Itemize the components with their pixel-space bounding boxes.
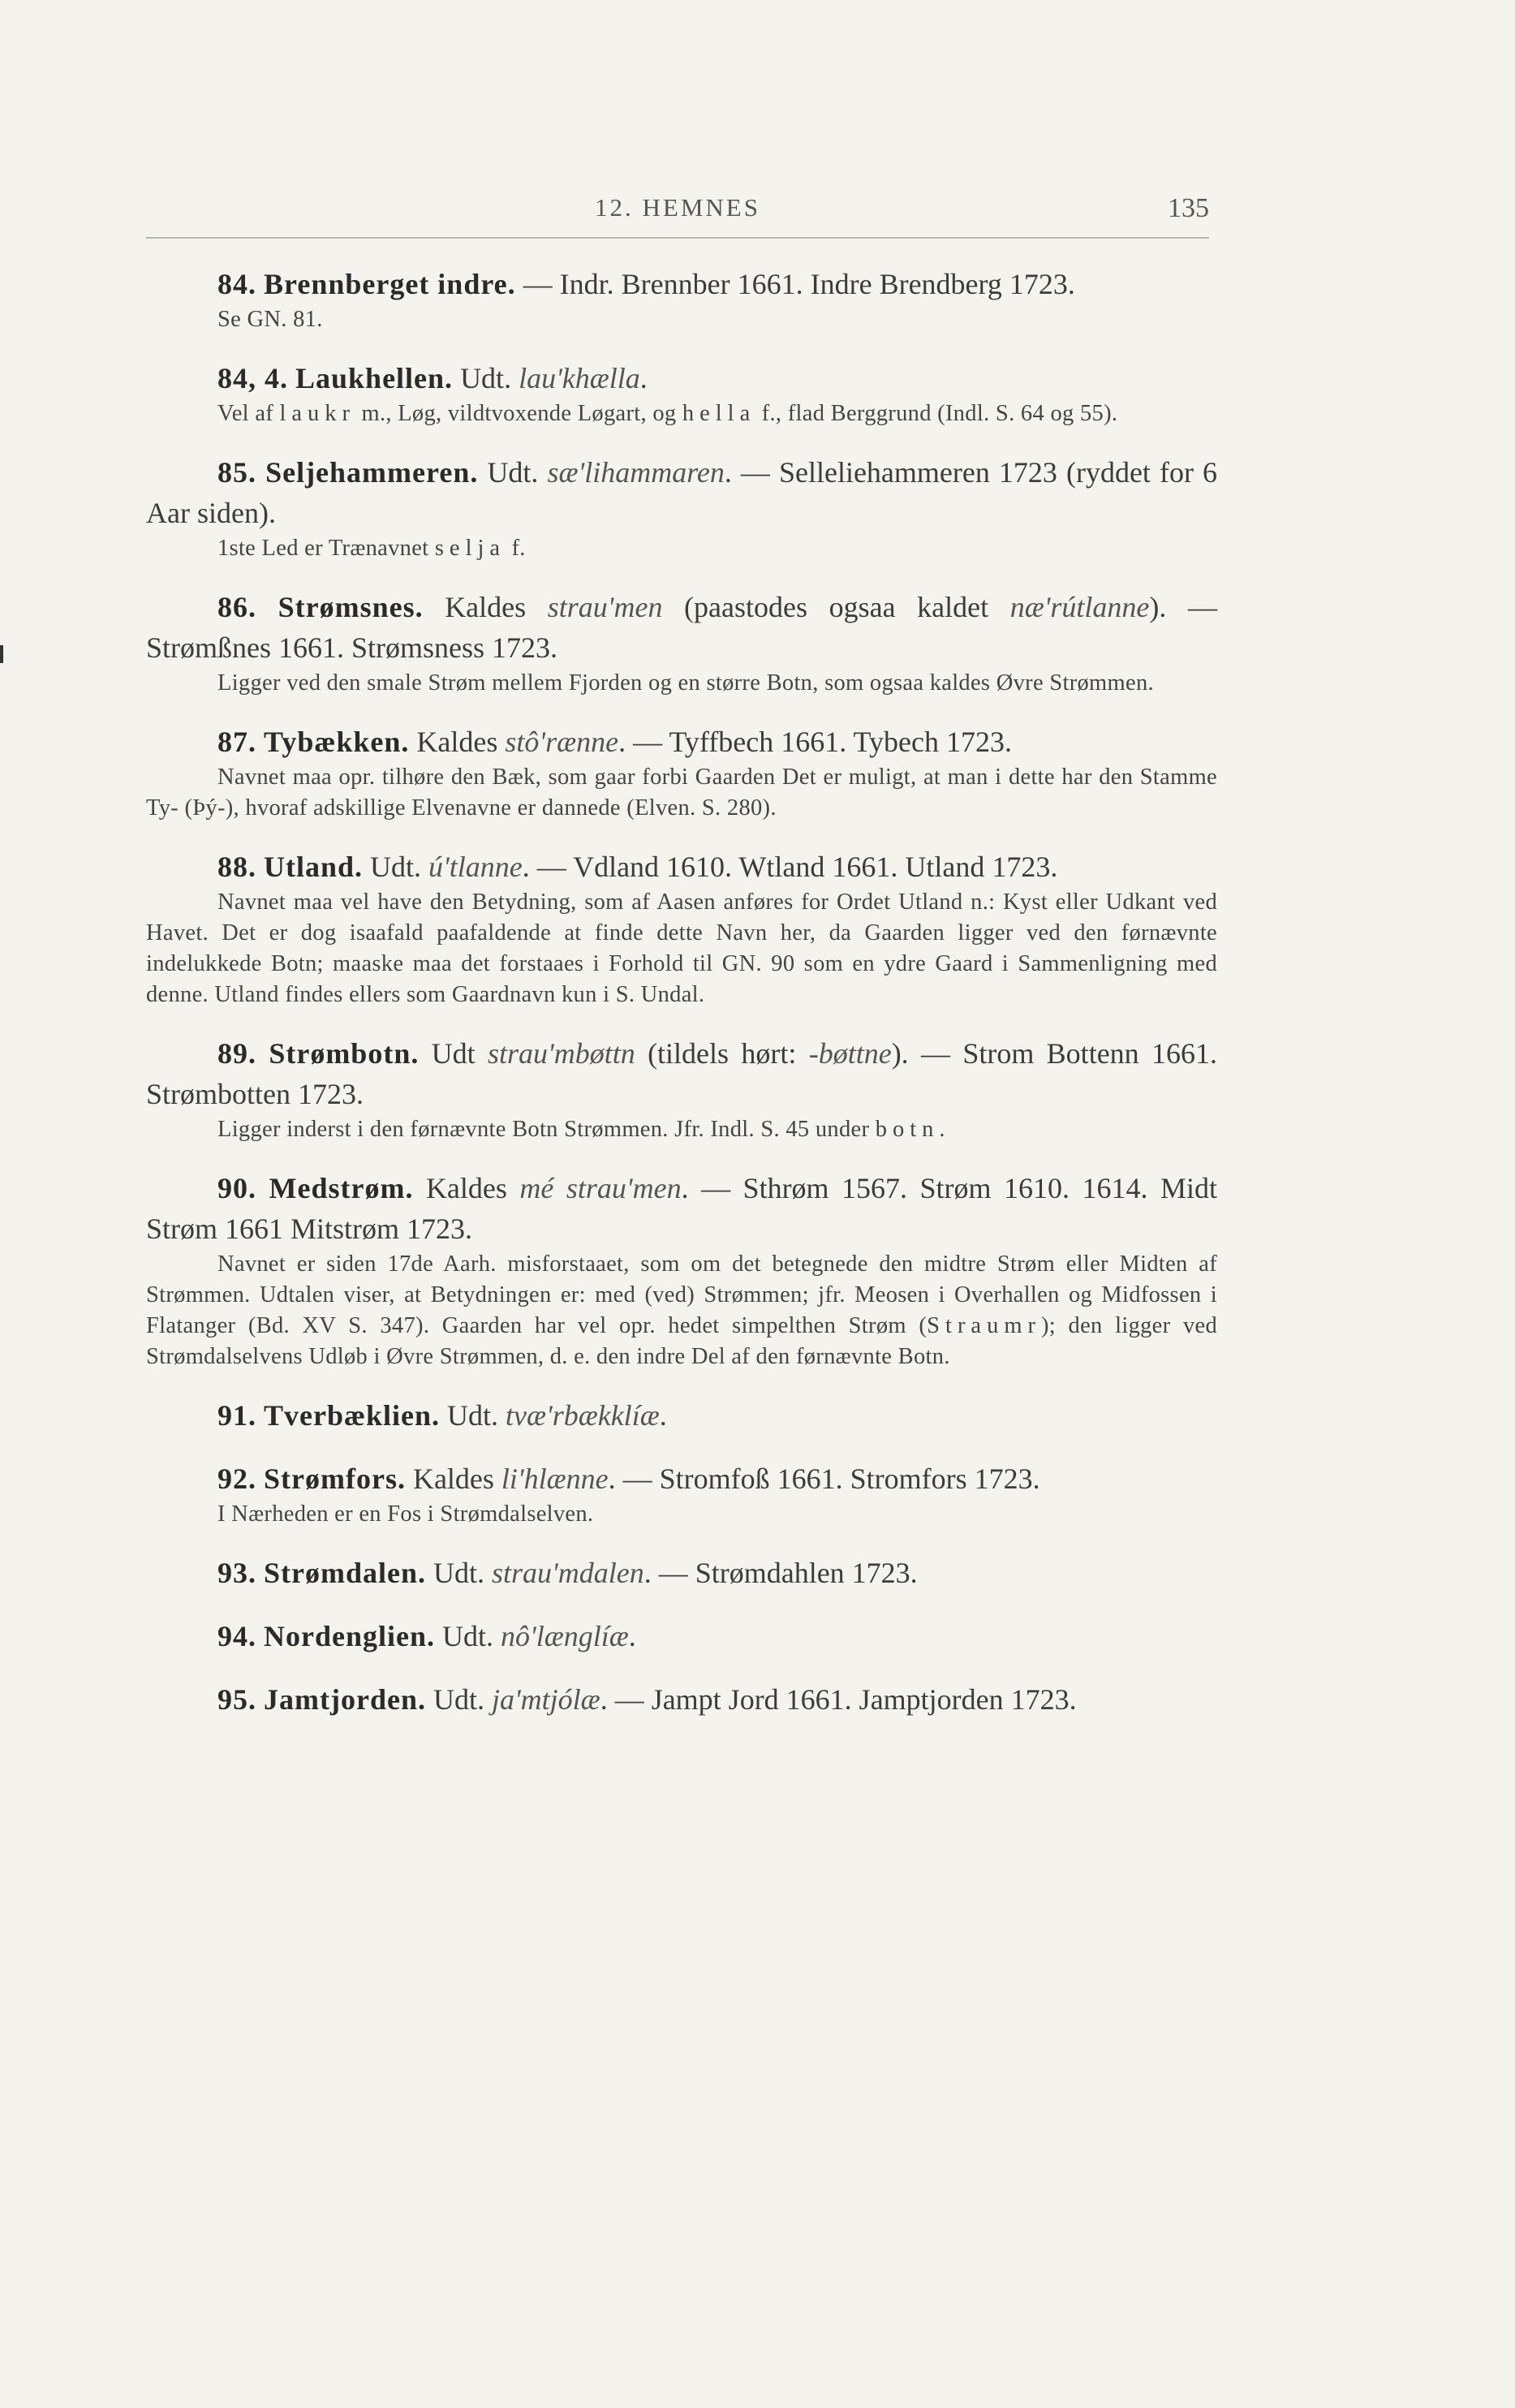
entry-label: Kaldes bbox=[409, 726, 506, 758]
note-text: Ligger inderst i den førnævnte Botn Strømmen. Jfr. Indl. S. 45 under bbox=[217, 1117, 876, 1142]
note-text: 1ste Led er Trænavnet bbox=[217, 536, 435, 561]
entry-label: Udt. bbox=[426, 1557, 492, 1589]
entry-note: I Nærheden er en Fos i Strømdalselven. bbox=[217, 1501, 594, 1527]
note-text: Vel af bbox=[217, 401, 280, 426]
pronunciation: ja'mtjólæ bbox=[491, 1683, 600, 1716]
entry-84 bbox=[146, 264, 1217, 335]
pronunciation: lau'khælla bbox=[519, 362, 640, 394]
entry-label: Udt. bbox=[435, 1620, 501, 1652]
note-text: m., Løg, vildtvoxende Løgart, og bbox=[355, 401, 682, 426]
entry-88 bbox=[146, 846, 1217, 1010]
entry-number: 85. bbox=[217, 456, 256, 489]
pronunciation: strau'mdalen bbox=[492, 1557, 644, 1589]
entry-label: Kaldes bbox=[413, 1172, 520, 1204]
entry-text: . bbox=[639, 362, 648, 394]
entry-label: Udt. bbox=[425, 1683, 492, 1716]
entry-text: (paastodes ogsaa kaldet bbox=[662, 591, 1010, 623]
farm-name: Seljehammeren. bbox=[265, 456, 479, 489]
entry-label: Udt bbox=[419, 1037, 488, 1070]
entry-86 bbox=[146, 587, 1217, 699]
farm-name: Tybækken. bbox=[264, 726, 410, 758]
farm-name: Strømfors. bbox=[264, 1462, 406, 1495]
entry-label: Udt. bbox=[453, 362, 519, 394]
farm-name: Brennberget indre. bbox=[264, 268, 516, 300]
entry-number: 88. bbox=[217, 851, 256, 883]
entry-note bbox=[146, 1114, 1217, 1145]
entry-text: (tildels hørt: bbox=[635, 1037, 809, 1070]
farm-name: Medstrøm. bbox=[269, 1172, 414, 1204]
entry-label: Kaldes bbox=[423, 591, 548, 623]
entry-note bbox=[146, 533, 1217, 564]
entry-text: . — Vdland 1610. Wtland 1661. Utland 1723. bbox=[522, 851, 1058, 883]
entry-label: Udt. bbox=[478, 456, 548, 489]
farm-name: Strømdalen. bbox=[264, 1557, 426, 1589]
entry-number: 84, 4. bbox=[217, 362, 288, 394]
entry-number: 92. bbox=[217, 1462, 256, 1495]
entry-number: 90. bbox=[217, 1172, 256, 1204]
entry-number: 89. bbox=[217, 1037, 256, 1070]
pronunciation: strau'mbøttn bbox=[488, 1037, 635, 1070]
entry-91 bbox=[146, 1395, 1217, 1436]
note-text: f. bbox=[506, 536, 526, 561]
farm-name: Tverbæklien. bbox=[264, 1399, 441, 1432]
note-text: f., flad Berggrund (Indl. S. 64 og 55). bbox=[755, 401, 1118, 426]
spaced-word: Straumr bbox=[927, 1313, 1041, 1338]
entry-85 bbox=[146, 452, 1217, 564]
entry-text: ). — Strom Bottenn 1661. Strømbotten 1723. bbox=[146, 1037, 1217, 1110]
entry-label: Kaldes bbox=[405, 1462, 501, 1495]
entry-note: Ligger ved den smale Strøm mellem Fjorden og en større Botn, som ogsaa kaldes Øvre Strømmen. bbox=[217, 670, 1154, 696]
spaced-word: laukr bbox=[279, 401, 356, 426]
entries-list bbox=[146, 264, 1217, 1742]
pronunciation-alt: næ'rútlanne bbox=[1009, 591, 1150, 623]
pronunciation: ú'tlanne bbox=[428, 851, 523, 883]
farm-name: Utland. bbox=[264, 851, 364, 883]
entry-89 bbox=[146, 1033, 1217, 1145]
margin-mark bbox=[0, 645, 3, 663]
entry-92 bbox=[146, 1458, 1217, 1530]
farm-name: Nordenglien. bbox=[264, 1620, 436, 1652]
pronunciation: sæ'lihammaren bbox=[547, 456, 725, 489]
farm-name: Laukhellen. bbox=[295, 362, 454, 394]
spaced-word: selja bbox=[434, 536, 506, 561]
entry-note: Se GN. 81. bbox=[217, 307, 323, 332]
pronunciation: nô'længlíæ bbox=[501, 1620, 629, 1652]
entry-87 bbox=[146, 722, 1217, 824]
pronunciation: strau'men bbox=[547, 591, 663, 623]
entry-note bbox=[146, 398, 1217, 429]
entry-text: . — Selleliehammeren 1723 (ryddet for 6 Aar siden). bbox=[146, 456, 1218, 529]
entry-label: Udt. bbox=[440, 1399, 506, 1432]
entry-number: 95. bbox=[217, 1683, 256, 1716]
entry-number: 94. bbox=[217, 1620, 256, 1652]
page-number: 135 bbox=[1168, 193, 1209, 223]
note-text: ); den ligger ved Strømdalselvens Udløb i Øvre Strømmen, d. e. den indre Del af den førnævnte Botn. bbox=[146, 1313, 1217, 1369]
entry-number: 86. bbox=[217, 591, 256, 623]
pronunciation: li'hlænne bbox=[501, 1462, 609, 1495]
entry-number: 91. bbox=[217, 1399, 256, 1432]
spaced-word: botn bbox=[875, 1117, 940, 1142]
chapter-title: 12. HEMNES bbox=[595, 193, 760, 222]
entry-text: . — Stromfoß 1661. Stromfors 1723. bbox=[608, 1462, 1040, 1495]
farm-name: Strømsnes. bbox=[278, 591, 424, 623]
entry-94 bbox=[146, 1616, 1217, 1656]
entry-number: 87. bbox=[217, 726, 256, 758]
entry-text: — Indr. Brennber 1661. Indre Brendberg 1723. bbox=[515, 268, 1075, 300]
pronunciation: mé strau'men bbox=[519, 1172, 682, 1204]
pronunciation: stô'rænne bbox=[505, 726, 619, 758]
entry-number: 93. bbox=[217, 1557, 256, 1589]
entry-93 bbox=[146, 1553, 1217, 1593]
entry-note: Navnet maa opr. tilhøre den Bæk, som gaar forbi Gaarden Det er muligt, at man i dette har den Stamme Ty- (Þý-), hvoraf adskillige Elvenavne er dannede (Elven. S. 280). bbox=[146, 765, 1217, 821]
note-text: . bbox=[939, 1117, 945, 1142]
farm-name: Jamtjorden. bbox=[264, 1683, 426, 1716]
spaced-word: hella bbox=[682, 401, 756, 426]
entry-95 bbox=[146, 1679, 1217, 1720]
entry-label: Udt. bbox=[363, 851, 429, 883]
entry-text: . — Strømdahlen 1723. bbox=[643, 1557, 918, 1589]
entry-text: ). — Strømßnes 1661. Strømsness 1723. bbox=[146, 591, 1217, 664]
entry-text: . bbox=[628, 1620, 636, 1652]
entry-note bbox=[146, 1249, 1217, 1372]
note-text: Navnet er siden 17de Aarh. misforstaaet, som om det betegnede den midtre Strøm eller Midten af Strømmen. Udtalen viser, at Betydningen er: med (ved) Strømmen; jfr. Meosen i Overhallen og Midfossen i Flatanger (Bd. XV S. 347). Gaarden har vel opr. hedet simpelthen Strøm ( bbox=[146, 1251, 1217, 1338]
entry-number: 84. bbox=[217, 268, 256, 300]
entry-text: . bbox=[659, 1399, 667, 1432]
pronunciation: tvæ'rbækklíæ bbox=[506, 1399, 660, 1432]
farm-name: Strømbotn. bbox=[269, 1037, 420, 1070]
entry-text: . — Jampt Jord 1661. Jamptjorden 1723. bbox=[600, 1683, 1077, 1716]
entry-84-4 bbox=[146, 358, 1217, 429]
entry-note: Navnet maa vel have den Betydning, som af Aasen anføres for Ordet Utland n.: Kyst eller Udkant ved Havet. Det er dog isaafald paafaldende at finde dette Navn her, da Gaarden ligger ved den førnævnte indelukkede Botn; maaske maa det forstaaes i Forhold til GN. 90 som en ydre Gaard i Sammenligning med denne. Utland findes ellers som Gaardnavn kun i S. Undal. bbox=[146, 890, 1217, 1007]
header-rule bbox=[146, 237, 1209, 239]
pronunciation-alt: -bøttne bbox=[808, 1037, 892, 1070]
entry-text: . — Sthrøm 1567. Strøm 1610. 1614. Midt Strøm 1661 Mitstrøm 1723. bbox=[146, 1172, 1218, 1245]
entry-text: . — Tyffbech 1661. Tybech 1723. bbox=[618, 726, 1012, 758]
running-head bbox=[146, 193, 1209, 229]
entry-90 bbox=[146, 1168, 1217, 1372]
